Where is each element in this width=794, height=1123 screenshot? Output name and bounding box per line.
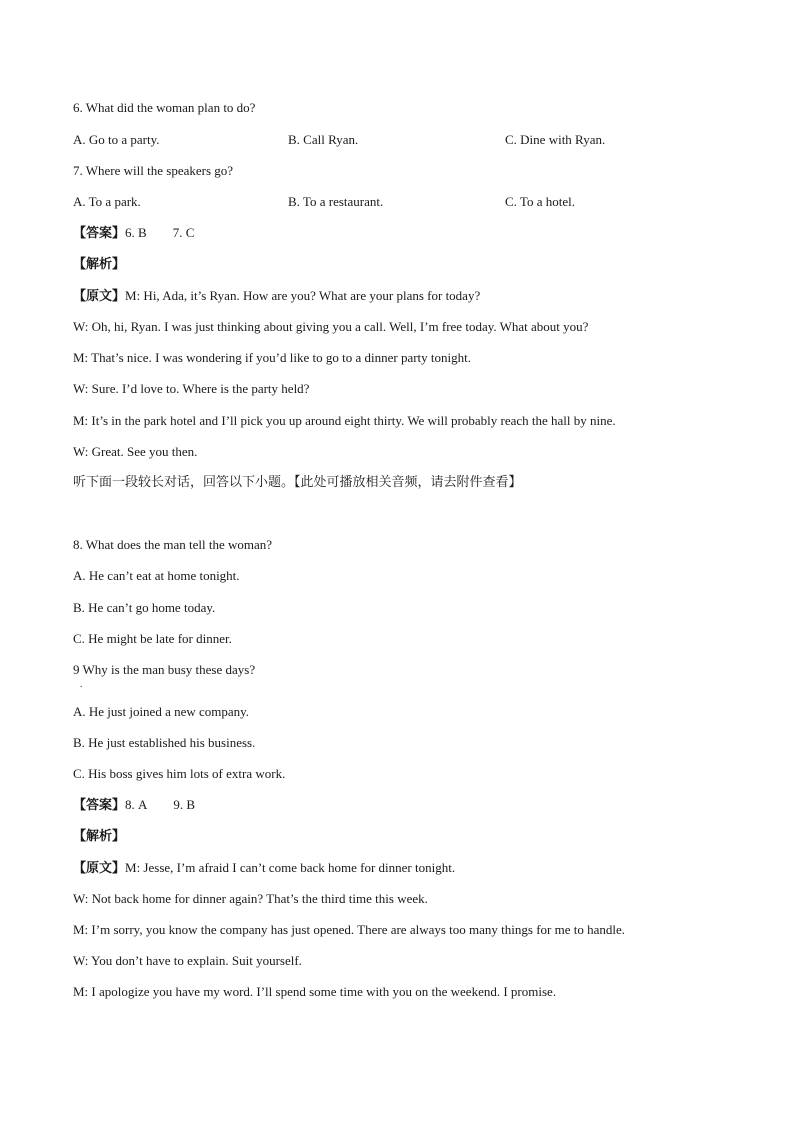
answer-7: 7. C bbox=[172, 225, 195, 240]
transcript-1-line-2: M: That’s nice. I was wondering if you’d like to go to a dinner party tonight. bbox=[73, 350, 471, 365]
transcript-1-line-4: M: It’s in the park hotel and I’ll pick you up around eight thirty. We will probably reach the hall by nine. bbox=[73, 413, 616, 428]
q8-option-a: A. He can’t eat at home tonight. bbox=[73, 568, 240, 583]
transcript-label: 【原文】 bbox=[73, 289, 126, 304]
q8-option-c: C. He might be late for dinner. bbox=[73, 631, 232, 646]
listening-instruction: 听下面一段较长对话，回答以下小题。【此处可播放相关音频，请去附件查看】 bbox=[73, 475, 522, 490]
q9-option-c: C. His boss gives him lots of extra work. bbox=[73, 766, 286, 781]
transcript-1-line-1: W: Oh, hi, Ryan. I was just thinking about giving you a call. Well, I’m free today. What about you? bbox=[73, 319, 589, 334]
answer-8: 8. A bbox=[125, 797, 148, 812]
transcript-text: M: Hi, Ada, it’s Ryan. How are you? What are your plans for today? bbox=[125, 288, 481, 303]
question-6: 6. What did the woman plan to do? bbox=[73, 100, 256, 115]
q9-option-a: A. He just joined a new company. bbox=[73, 704, 250, 719]
q7-option-b: B. To a restaurant. bbox=[288, 194, 384, 209]
answer-label: 【答案】 bbox=[73, 226, 126, 241]
transcript-text: M: Jesse, I’m afraid I can’t come back home for dinner tonight. bbox=[125, 860, 456, 875]
analysis-label-2: 【解析】 bbox=[73, 829, 126, 844]
question-8: 8. What does the man tell the woman? bbox=[73, 537, 273, 552]
question-9: 9 Why is the man busy these days? bbox=[73, 662, 256, 677]
transcript-2-line-3: W: You don’t have to explain. Suit yourself. bbox=[73, 953, 302, 968]
q7-option-a: A. To a park. bbox=[73, 194, 141, 209]
q6-option-a: A. Go to a party. bbox=[73, 132, 160, 147]
analysis-label-1: 【解析】 bbox=[73, 257, 126, 272]
answer-line-2 bbox=[73, 797, 195, 814]
transcript-2-line-1: W: Not back home for dinner again? That’s the third time this week. bbox=[73, 891, 428, 906]
stray-mark: . bbox=[80, 679, 83, 689]
q6-option-c: C. Dine with Ryan. bbox=[505, 132, 606, 147]
answer-line-1 bbox=[73, 225, 194, 242]
transcript-label: 【原文】 bbox=[73, 861, 126, 876]
transcript-1-line-3: W: Sure. I’d love to. Where is the party held? bbox=[73, 381, 310, 396]
answer-label: 【答案】 bbox=[73, 798, 126, 813]
question-7: 7. Where will the speakers go? bbox=[73, 163, 234, 178]
q9-option-b: B. He just established his business. bbox=[73, 735, 256, 750]
transcript-2-line-2: M: I’m sorry, you know the company has just opened. There are always too many things for me to handle. bbox=[73, 922, 626, 937]
answer-6: 6. B bbox=[125, 225, 147, 240]
q6-option-b: B. Call Ryan. bbox=[288, 132, 359, 147]
answer-9: 9. B bbox=[173, 797, 196, 812]
transcript-1-line-0 bbox=[73, 288, 480, 305]
transcript-1-line-5: W: Great. See you then. bbox=[73, 444, 198, 459]
transcript-2-line-4: M: I apologize you have my word. I’ll spend some time with you on the weekend. I promise. bbox=[73, 984, 557, 999]
q8-option-b: B. He can’t go home today. bbox=[73, 600, 216, 615]
q7-option-c: C. To a hotel. bbox=[505, 194, 575, 209]
transcript-2-line-0 bbox=[73, 860, 455, 877]
